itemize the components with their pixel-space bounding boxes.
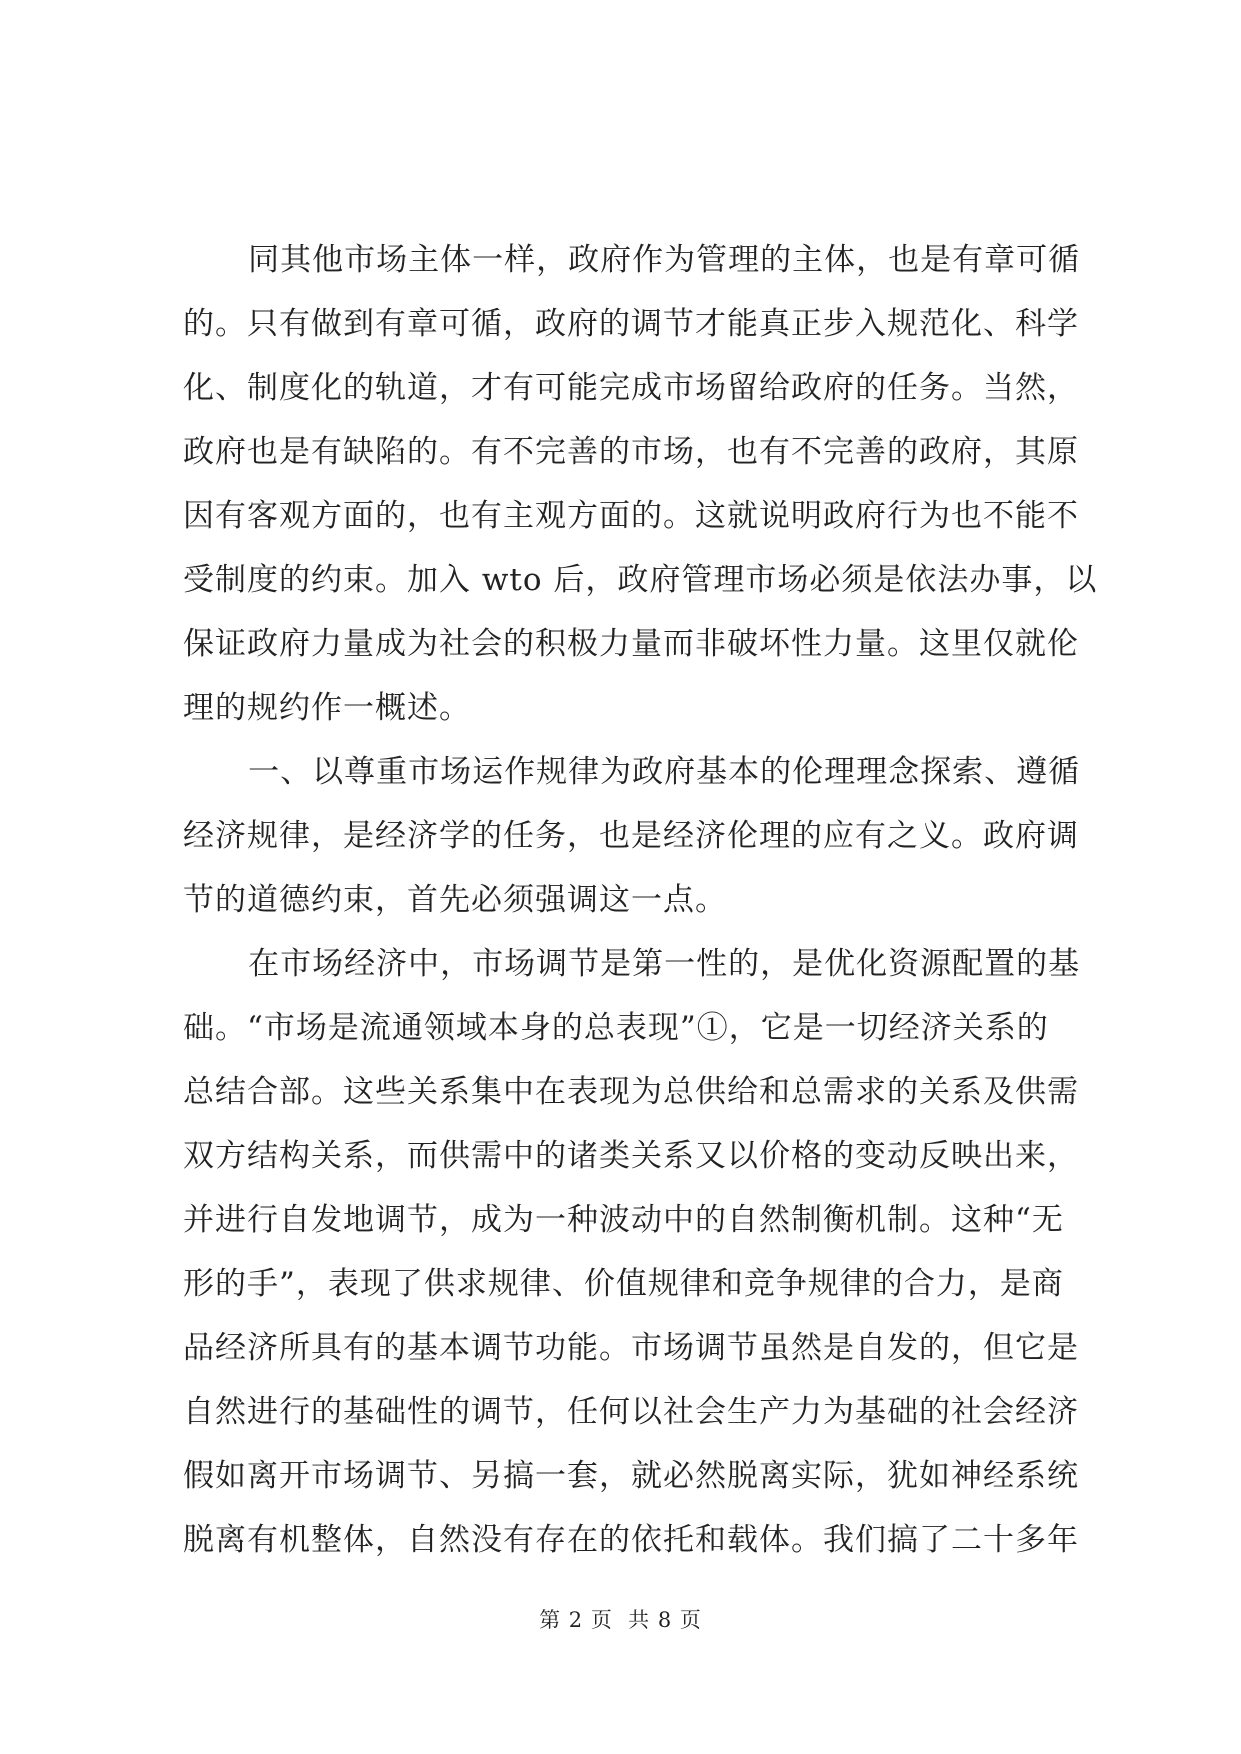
text-line: 的。只有做到有章可循，政府的调节才能真正步入规范化、科学 (183, 306, 1079, 342)
text-line: 受制度的约束。加入 wto 后，政府管理市场必须是依法办事，以 (183, 562, 1098, 598)
text-line: 脱离有机整体，自然没有存在的依托和载体。我们搞了二十多年 (183, 1522, 1079, 1558)
text-line: 化、制度化的轨道，才有可能完成市场留给政府的任务。当然， (183, 370, 1079, 406)
text-line: 品经济所具有的基本调节功能。市场调节虽然是自发的，但它是 (183, 1330, 1079, 1366)
text-line: 保证政府力量成为社会的积极力量而非破坏性力量。这里仅就伦 (183, 626, 1079, 662)
text-line: 理的规约作一概述。 (183, 690, 471, 726)
body-text (183, 228, 1098, 1572)
page-footer (0, 1604, 1241, 1634)
text-line: 假如离开市场调节、另搞一套，就必然脱离实际，犹如神经系统 (183, 1458, 1079, 1494)
text-line: 双方结构关系，而供需中的诸类关系又以价格的变动反映出来， (183, 1138, 1079, 1174)
text-line: 一、以尊重市场运作规律为政府基本的伦理理念探索、遵循 (183, 754, 1081, 790)
text-line: 础。“市场是流通领域本身的总表现”①，它是一切经济关系的 (183, 1010, 1049, 1046)
text-line: 总结合部。这些关系集中在表现为总供给和总需求的关系及供需 (183, 1074, 1079, 1110)
text-line: 并进行自发地调节，成为一种波动中的自然制衡机制。这种“无 (183, 1202, 1064, 1238)
text-line: 政府也是有缺陷的。有不完善的市场，也有不完善的政府，其原 (183, 434, 1079, 470)
text-line: 在市场经济中，市场调节是第一性的，是优化资源配置的基 (183, 946, 1081, 982)
text-line: 经济规律，是经济学的任务，也是经济伦理的应有之义。政府调 (183, 818, 1079, 854)
page-number-label: 第 2 页 共 8 页 (539, 1608, 702, 1632)
text-line: 自然进行的基础性的调节，任何以社会生产力为基础的社会经济 (183, 1394, 1079, 1430)
text-line: 因有客观方面的，也有主观方面的。这就说明政府行为也不能不 (183, 498, 1079, 534)
text-line: 形的手”，表现了供求规律、价值规律和竞争规律的合力，是商 (183, 1266, 1064, 1302)
text-line: 同其他市场主体一样，政府作为管理的主体，也是有章可循 (183, 242, 1081, 278)
text-line: 节的道德约束，首先必须强调这一点。 (183, 882, 727, 918)
